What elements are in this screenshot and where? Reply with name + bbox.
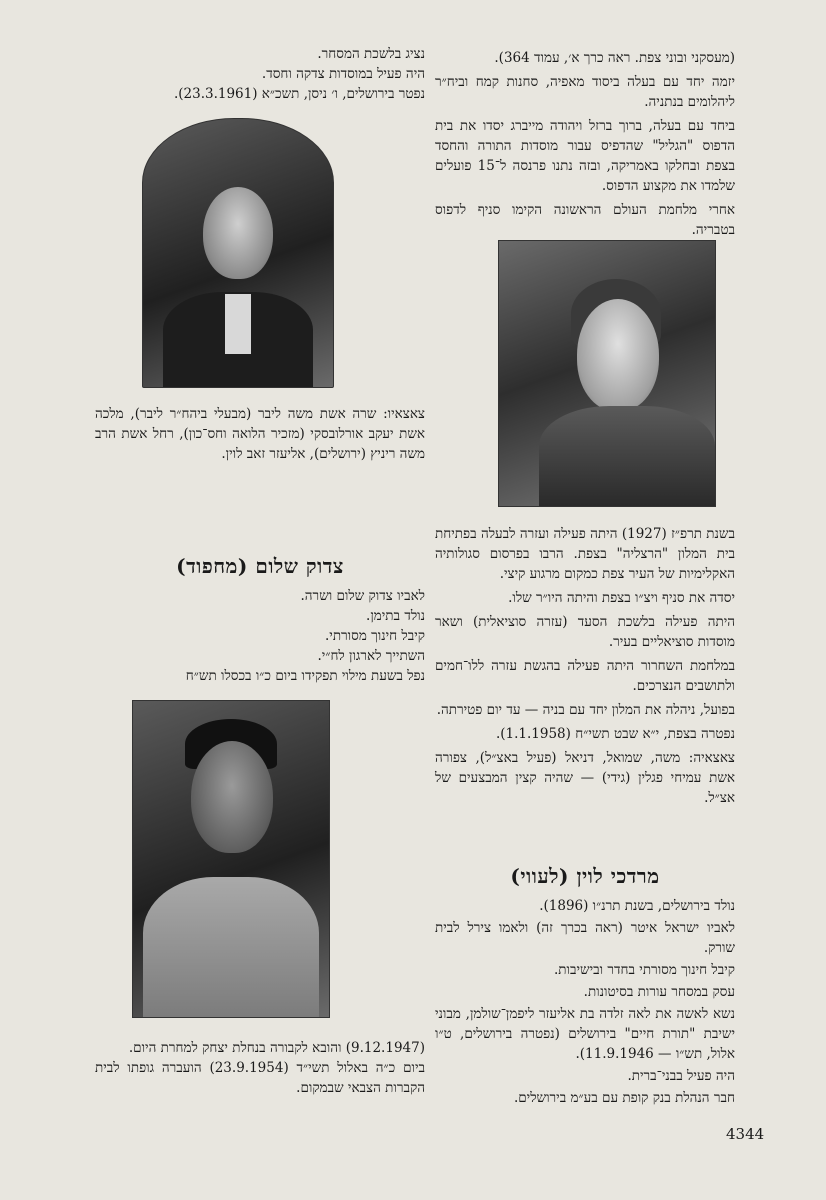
portrait-young-man-photo xyxy=(132,700,330,1018)
section-heading: מרדכי לוין (לעווי) xyxy=(510,864,660,888)
text-line: יסדה את סניף ויצ״ו בצפת והיתה היו״ר שלו. xyxy=(508,590,735,606)
text-line: נציג בלשכת המסחר. xyxy=(317,46,425,62)
section-heading: צדוק שלום (מחפוד) xyxy=(176,554,344,578)
mordechai-section xyxy=(435,866,735,1110)
text-line: עסק במסחר עורות בסיטונות. xyxy=(583,984,735,1000)
text-line: נשא לאשה את לאה זלדה בת אליעזר ליפמן־שולמן, מבוני ישיבת "תורת חיים" בירושלים (נפטרה בירושלים, ט״ו אלול, תש״ו — 11.9.1946). xyxy=(435,1006,735,1062)
tzadok-burial-text xyxy=(95,1038,425,1098)
descendants-text: צאצאיו: שרה אשת משה ליבר (מבעלי ביהח״ר ליבר), מלכה אשת יעקב אורלובסקי (מזכיר הלואה וחס־כון), רחל אשת הרב משה ריניץ (ירושלים), אליעזר זאב לוין. xyxy=(95,406,425,462)
portrait-woman-photo xyxy=(498,240,716,507)
text-line: נולד בתימן. xyxy=(366,608,425,624)
text-line: לאביו צדוק שלום ושרה. xyxy=(300,588,425,604)
text-line: נולד בירושלים, בשנת תרנ״ו (1896). xyxy=(539,898,735,914)
text-line: קיבל חינוך מסורתי. xyxy=(324,628,425,644)
left-caption xyxy=(95,404,425,468)
text-line: נפטרה בצפת, י״א שבט תשי״ח (1.1.1958). xyxy=(495,726,735,742)
page-number: 4344 xyxy=(726,1125,765,1143)
text-line: בפועל, ניהלה את המלון יחד עם בניה — עד יום פטירתה. xyxy=(436,702,735,718)
right-mid-text xyxy=(435,524,735,812)
text-line: צאצאיה: משה, שמואל, דניאל (פעיל באצ״ל), צפורה אשת עמיחי פגלין (גידי) — שהיה קצין המבצעים של אצ״ל. xyxy=(435,750,735,806)
text-line: היה פעיל במוסדות צדקה וחסד. xyxy=(261,66,425,82)
text-line: לאביו ישראל איטר (ראה בכרך זה) ולאמו צירל לבית שורק. xyxy=(435,920,735,956)
text-line: השתייך לארגון לח״י. xyxy=(317,648,425,664)
text-line: ביחד עם בעלה, ברוך ברזל ויהודה מייברג יסדו את בית הדפוס "הגליל" שהדפיס עבור מוסדות התורה והחסד בצפת ובחלקו באמריקה, ובזה נתנו פרנסה ל־15 פועלים שלמדו את מקצוע הדפוס. xyxy=(435,118,735,194)
text-line: חבר הנהלת בנק קופת עם בע״מ בירושלים. xyxy=(513,1090,735,1106)
right-top-text xyxy=(435,48,735,244)
text-line: בשנת תרפ״ז (1927) היתה פעילה ועזרה לבעלה בפתיחת בית המלון "הרצליה" בצפת. הרבו בפרסום סגולותיה האקלימיות של העיר צפת כמקום מרגוע קיצי. xyxy=(435,526,735,582)
text-line: (9.12.1947) והובא לקבורה בנחלת יצחק למחרת היום. xyxy=(128,1040,425,1056)
text-line: נפטר בירושלים, ו׳ ניסן, תשכ״א (23.3.1961). xyxy=(173,86,425,102)
text-line: נפל בשעת מילוי תפקידו ביום כ״ו בכסלו תש״ח xyxy=(185,668,425,684)
portrait-man-photo xyxy=(142,118,334,388)
left-top-text xyxy=(95,44,425,108)
text-line: (מעסקני ובוני צפת. ראה כרך א׳, עמוד 364). xyxy=(494,50,735,66)
text-line: במלחמת השחרור היתה פעילה בהגשת עזרה ללו־חמים ולתושבים הנצרכים. xyxy=(435,658,735,694)
text-line: היה פעיל בבני־ברית. xyxy=(627,1068,735,1084)
text-line: ביום כ״ה באלול תשי״ד (23.9.1954) הועברה גופתו לבית הקברות הצבאי שבמקום. xyxy=(95,1060,425,1096)
tzadok-section xyxy=(95,556,425,686)
text-line: אחרי מלחמת העולם הראשונה הקימו סניף לדפוס בטבריה. xyxy=(435,202,735,238)
text-line: יזמה יחד עם בעלה ביסוד מאפיה, סחנות קמח וביח״ר ליהלומים בנתניה. xyxy=(435,74,735,110)
text-line: קיבל חינוך מסורתי בחדר ובישיבות. xyxy=(554,962,735,978)
text-line: היתה פעילה בלשכת הסעד (עזרה סוציאלית) ושאר מוסדות סוציאליים בעיר. xyxy=(435,614,735,650)
